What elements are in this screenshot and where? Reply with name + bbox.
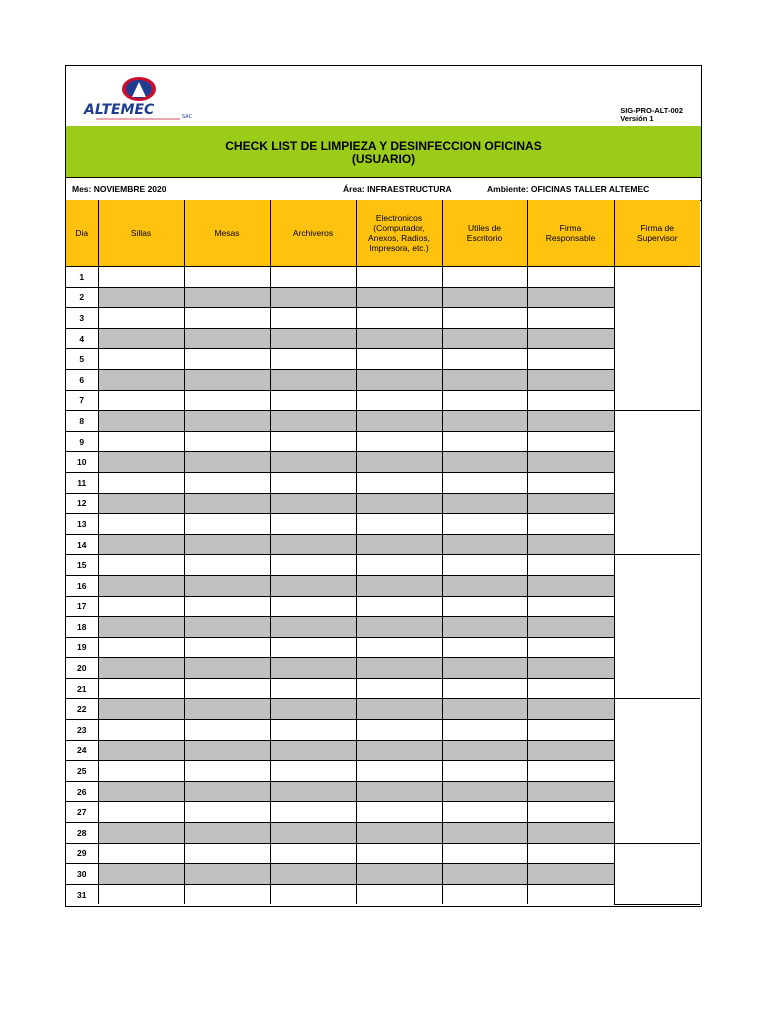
- cell-electronicos[interactable]: [356, 267, 442, 288]
- cell-electronicos[interactable]: [356, 287, 442, 308]
- column-header-sillas: Sillas: [98, 200, 184, 267]
- cell-sillas[interactable]: [98, 637, 184, 658]
- day-number: 1: [66, 267, 98, 288]
- cell-firma-responsable[interactable]: [527, 411, 614, 432]
- day-number: 17: [66, 596, 98, 617]
- month-field: Mes: NOVIEMBRE 2020: [72, 184, 167, 194]
- cell-electronicos[interactable]: [356, 596, 442, 617]
- cell-archiveros[interactable]: [270, 411, 356, 432]
- cell-electronicos[interactable]: [356, 328, 442, 349]
- cell-utiles-escritorio[interactable]: [442, 514, 527, 535]
- cell-sillas[interactable]: [98, 864, 184, 885]
- cell-firma-responsable[interactable]: [527, 555, 614, 576]
- cell-archiveros[interactable]: [270, 493, 356, 514]
- cell-mesas[interactable]: [184, 411, 270, 432]
- cell-mesas[interactable]: [184, 328, 270, 349]
- cell-mesas[interactable]: [184, 864, 270, 885]
- cell-archiveros[interactable]: [270, 472, 356, 493]
- cell-electronicos[interactable]: [356, 678, 442, 699]
- cell-electronicos[interactable]: [356, 658, 442, 679]
- info-bar: [66, 178, 701, 201]
- cell-sillas[interactable]: [98, 823, 184, 844]
- cell-electronicos[interactable]: [356, 802, 442, 823]
- table-row: [66, 308, 700, 329]
- cell-archiveros[interactable]: [270, 287, 356, 308]
- column-header-utiles-escritorio: Utiles de Escritorio: [442, 200, 527, 267]
- cell-utiles-escritorio[interactable]: [442, 596, 527, 617]
- cell-archiveros[interactable]: [270, 328, 356, 349]
- column-header-electronicos: Electronicos (Computador, Anexos, Radios, Impresora, etc.): [356, 200, 442, 267]
- cell-firma-responsable[interactable]: [527, 740, 614, 761]
- cell-archiveros[interactable]: [270, 781, 356, 802]
- table-row: [66, 267, 700, 288]
- cell-sillas[interactable]: [98, 802, 184, 823]
- title-line1: CHECK LIST DE LIMPIEZA Y DESINFECCION OFICINAS: [225, 139, 542, 153]
- cell-mesas[interactable]: [184, 534, 270, 555]
- cell-mesas[interactable]: [184, 637, 270, 658]
- cell-utiles-escritorio[interactable]: [442, 761, 527, 782]
- cell-sillas[interactable]: [98, 328, 184, 349]
- cell-utiles-escritorio[interactable]: [442, 452, 527, 473]
- cell-sillas[interactable]: [98, 596, 184, 617]
- cell-electronicos[interactable]: [356, 472, 442, 493]
- cell-mesas[interactable]: [184, 308, 270, 329]
- day-number: 25: [66, 761, 98, 782]
- cell-mesas[interactable]: [184, 658, 270, 679]
- column-header-mesas: Mesas: [184, 200, 270, 267]
- day-number: 4: [66, 328, 98, 349]
- cell-electronicos[interactable]: [356, 493, 442, 514]
- cell-utiles-escritorio[interactable]: [442, 493, 527, 514]
- cell-sillas[interactable]: [98, 452, 184, 473]
- cell-utiles-escritorio[interactable]: [442, 575, 527, 596]
- day-number: 23: [66, 720, 98, 741]
- cell-utiles-escritorio[interactable]: [442, 472, 527, 493]
- cell-electronicos[interactable]: [356, 369, 442, 390]
- cell-archiveros[interactable]: [270, 534, 356, 555]
- cell-utiles-escritorio[interactable]: [442, 390, 527, 411]
- cell-utiles-escritorio[interactable]: [442, 884, 527, 904]
- cell-mesas[interactable]: [184, 472, 270, 493]
- cell-firma-responsable[interactable]: [527, 823, 614, 844]
- cell-firma-responsable[interactable]: [527, 864, 614, 885]
- cell-electronicos[interactable]: [356, 349, 442, 370]
- cell-archiveros[interactable]: [270, 720, 356, 741]
- cell-mesas[interactable]: [184, 802, 270, 823]
- cell-utiles-escritorio[interactable]: [442, 781, 527, 802]
- cell-utiles-escritorio[interactable]: [442, 699, 527, 720]
- cell-electronicos[interactable]: [356, 431, 442, 452]
- cell-utiles-escritorio[interactable]: [442, 287, 527, 308]
- cell-electronicos[interactable]: [356, 514, 442, 535]
- cell-firma-responsable[interactable]: [527, 781, 614, 802]
- cell-mesas[interactable]: [184, 349, 270, 370]
- cell-archiveros[interactable]: [270, 369, 356, 390]
- cell-firma-responsable[interactable]: [527, 575, 614, 596]
- cell-archiveros[interactable]: [270, 267, 356, 288]
- cell-utiles-escritorio[interactable]: [442, 720, 527, 741]
- cell-electronicos[interactable]: [356, 699, 442, 720]
- cell-mesas[interactable]: [184, 514, 270, 535]
- column-header-archiveros: Archiveros: [270, 200, 356, 267]
- day-number: 11: [66, 472, 98, 493]
- table-row: [66, 472, 700, 493]
- cell-firma-responsable[interactable]: [527, 596, 614, 617]
- table-row: [66, 596, 700, 617]
- cell-utiles-escritorio[interactable]: [442, 267, 527, 288]
- cell-firma-responsable[interactable]: [527, 761, 614, 782]
- cell-electronicos[interactable]: [356, 761, 442, 782]
- checklist-sheet: [65, 65, 702, 907]
- day-number: 6: [66, 369, 98, 390]
- cell-mesas[interactable]: [184, 740, 270, 761]
- column-header-firma-responsable: Firma Responsable: [527, 200, 614, 267]
- supervisor-signature-cell[interactable]: [614, 699, 700, 843]
- cell-mesas[interactable]: [184, 493, 270, 514]
- cell-utiles-escritorio[interactable]: [442, 637, 527, 658]
- cell-mesas[interactable]: [184, 555, 270, 576]
- day-number: 21: [66, 678, 98, 699]
- cell-archiveros[interactable]: [270, 555, 356, 576]
- cell-electronicos[interactable]: [356, 884, 442, 904]
- cell-sillas[interactable]: [98, 349, 184, 370]
- cell-electronicos[interactable]: [356, 864, 442, 885]
- day-number: 2: [66, 287, 98, 308]
- cell-firma-responsable[interactable]: [527, 678, 614, 699]
- table-row: [66, 637, 700, 658]
- table-row: [66, 658, 700, 679]
- cell-utiles-escritorio[interactable]: [442, 843, 527, 864]
- cell-archiveros[interactable]: [270, 514, 356, 535]
- cell-archiveros[interactable]: [270, 637, 356, 658]
- table-row: [66, 431, 700, 452]
- environment-field: Ambiente: OFICINAS TALLER ALTEMEC: [487, 184, 650, 194]
- cell-sillas[interactable]: [98, 390, 184, 411]
- table-row: [66, 328, 700, 349]
- cell-archiveros[interactable]: [270, 699, 356, 720]
- cell-archiveros[interactable]: [270, 802, 356, 823]
- cell-sillas[interactable]: [98, 287, 184, 308]
- cell-archiveros[interactable]: [270, 864, 356, 885]
- cell-mesas[interactable]: [184, 761, 270, 782]
- table-row: [66, 781, 700, 802]
- cell-sillas[interactable]: [98, 411, 184, 432]
- cell-archiveros[interactable]: [270, 740, 356, 761]
- cell-utiles-escritorio[interactable]: [442, 823, 527, 844]
- cell-electronicos[interactable]: [356, 575, 442, 596]
- cell-utiles-escritorio[interactable]: [442, 555, 527, 576]
- checklist-table: [66, 200, 700, 905]
- table-row: [66, 678, 700, 699]
- table-row: [66, 411, 700, 432]
- table-row: [66, 720, 700, 741]
- day-number: 3: [66, 308, 98, 329]
- cell-archiveros[interactable]: [270, 658, 356, 679]
- table-header-row: [66, 200, 700, 267]
- day-number: 9: [66, 431, 98, 452]
- table-row: [66, 617, 700, 638]
- table-row: [66, 740, 700, 761]
- cell-electronicos[interactable]: [356, 823, 442, 844]
- supervisor-signature-cell[interactable]: [614, 555, 700, 699]
- day-number: 16: [66, 575, 98, 596]
- cell-utiles-escritorio[interactable]: [442, 534, 527, 555]
- table-row: [66, 534, 700, 555]
- table-row: [66, 349, 700, 370]
- cell-archiveros[interactable]: [270, 349, 356, 370]
- area-field: Área: INFRAESTRUCTURA: [343, 184, 452, 194]
- altemec-logo: [82, 72, 202, 122]
- day-number: 18: [66, 617, 98, 638]
- day-number: 29: [66, 843, 98, 864]
- cell-sillas[interactable]: [98, 472, 184, 493]
- cell-electronicos[interactable]: [356, 740, 442, 761]
- cell-utiles-escritorio[interactable]: [442, 411, 527, 432]
- cell-electronicos[interactable]: [356, 534, 442, 555]
- table-row: [66, 493, 700, 514]
- cell-firma-responsable[interactable]: [527, 369, 614, 390]
- table-row: [66, 699, 700, 720]
- cell-firma-responsable[interactable]: [527, 308, 614, 329]
- cell-firma-responsable[interactable]: [527, 514, 614, 535]
- cell-utiles-escritorio[interactable]: [442, 328, 527, 349]
- cell-utiles-escritorio[interactable]: [442, 369, 527, 390]
- cell-electronicos[interactable]: [356, 720, 442, 741]
- cell-utiles-escritorio[interactable]: [442, 349, 527, 370]
- cell-mesas[interactable]: [184, 699, 270, 720]
- table-row: [66, 555, 700, 576]
- cell-firma-responsable[interactable]: [527, 267, 614, 288]
- day-number: 20: [66, 658, 98, 679]
- cell-mesas[interactable]: [184, 267, 270, 288]
- cell-firma-responsable[interactable]: [527, 390, 614, 411]
- cell-sillas[interactable]: [98, 267, 184, 288]
- cell-mesas[interactable]: [184, 617, 270, 638]
- cell-firma-responsable[interactable]: [527, 884, 614, 904]
- cell-sillas[interactable]: [98, 555, 184, 576]
- cell-firma-responsable[interactable]: [527, 802, 614, 823]
- table-row: [66, 514, 700, 535]
- cell-electronicos[interactable]: [356, 555, 442, 576]
- day-number: 19: [66, 637, 98, 658]
- cell-mesas[interactable]: [184, 781, 270, 802]
- svg-text:SAC: SAC: [182, 114, 193, 120]
- table-row: [66, 864, 700, 885]
- cell-sillas[interactable]: [98, 781, 184, 802]
- table-row: [66, 575, 700, 596]
- cell-sillas[interactable]: [98, 720, 184, 741]
- cell-archiveros[interactable]: [270, 390, 356, 411]
- cell-firma-responsable[interactable]: [527, 287, 614, 308]
- cell-archiveros[interactable]: [270, 431, 356, 452]
- cell-sillas[interactable]: [98, 431, 184, 452]
- day-number: 27: [66, 802, 98, 823]
- cell-utiles-escritorio[interactable]: [442, 864, 527, 885]
- supervisor-signature-cell[interactable]: [614, 843, 700, 904]
- cell-archiveros[interactable]: [270, 678, 356, 699]
- cell-archiveros[interactable]: [270, 452, 356, 473]
- cell-firma-responsable[interactable]: [527, 617, 614, 638]
- cell-firma-responsable[interactable]: [527, 493, 614, 514]
- cell-electronicos[interactable]: [356, 452, 442, 473]
- column-header-dia: Dia: [66, 200, 98, 267]
- cell-mesas[interactable]: [184, 369, 270, 390]
- day-number: 24: [66, 740, 98, 761]
- cell-archiveros[interactable]: [270, 596, 356, 617]
- cell-firma-responsable[interactable]: [527, 431, 614, 452]
- logo-wordmark: ALTEMEC: [84, 102, 155, 118]
- cell-archiveros[interactable]: [270, 575, 356, 596]
- day-number: 30: [66, 864, 98, 885]
- cell-archiveros[interactable]: [270, 761, 356, 782]
- cell-firma-responsable[interactable]: [527, 534, 614, 555]
- day-number: 12: [66, 493, 98, 514]
- cell-firma-responsable[interactable]: [527, 843, 614, 864]
- cell-sillas[interactable]: [98, 308, 184, 329]
- cell-utiles-escritorio[interactable]: [442, 740, 527, 761]
- cell-sillas[interactable]: [98, 678, 184, 699]
- cell-mesas[interactable]: [184, 843, 270, 864]
- cell-utiles-escritorio[interactable]: [442, 678, 527, 699]
- cell-sillas[interactable]: [98, 534, 184, 555]
- cell-firma-responsable[interactable]: [527, 349, 614, 370]
- doc-version: Versión 1: [620, 114, 654, 123]
- cell-sillas[interactable]: [98, 699, 184, 720]
- cell-sillas[interactable]: [98, 514, 184, 535]
- cell-electronicos[interactable]: [356, 781, 442, 802]
- cell-archiveros[interactable]: [270, 308, 356, 329]
- cell-electronicos[interactable]: [356, 617, 442, 638]
- cell-firma-responsable[interactable]: [527, 658, 614, 679]
- day-number: 15: [66, 555, 98, 576]
- cell-electronicos[interactable]: [356, 411, 442, 432]
- day-number: 26: [66, 781, 98, 802]
- cell-sillas[interactable]: [98, 575, 184, 596]
- cell-sillas[interactable]: [98, 884, 184, 904]
- cell-firma-responsable[interactable]: [527, 452, 614, 473]
- cell-sillas[interactable]: [98, 843, 184, 864]
- cell-mesas[interactable]: [184, 720, 270, 741]
- table-row: [66, 802, 700, 823]
- cell-sillas[interactable]: [98, 493, 184, 514]
- day-number: 13: [66, 514, 98, 535]
- cell-mesas[interactable]: [184, 431, 270, 452]
- day-number: 10: [66, 452, 98, 473]
- cell-utiles-escritorio[interactable]: [442, 802, 527, 823]
- cell-sillas[interactable]: [98, 658, 184, 679]
- title-bar: [66, 126, 701, 178]
- column-header-firma-supervisor: Firma de Supervisor: [614, 200, 700, 267]
- cell-sillas[interactable]: [98, 740, 184, 761]
- title-line2: (USUARIO): [351, 152, 416, 166]
- table-row: [66, 369, 700, 390]
- cell-firma-responsable[interactable]: [527, 637, 614, 658]
- cell-mesas[interactable]: [184, 575, 270, 596]
- day-number: 7: [66, 390, 98, 411]
- table-row: [66, 884, 700, 904]
- cell-utiles-escritorio[interactable]: [442, 617, 527, 638]
- cell-sillas[interactable]: [98, 369, 184, 390]
- cell-electronicos[interactable]: [356, 308, 442, 329]
- cell-mesas[interactable]: [184, 678, 270, 699]
- table-row: [66, 452, 700, 473]
- document-code: [620, 107, 683, 123]
- cell-firma-responsable[interactable]: [527, 328, 614, 349]
- cell-mesas[interactable]: [184, 596, 270, 617]
- cell-archiveros[interactable]: [270, 843, 356, 864]
- cell-firma-responsable[interactable]: [527, 720, 614, 741]
- cell-archiveros[interactable]: [270, 823, 356, 844]
- cell-sillas[interactable]: [98, 761, 184, 782]
- table-row: [66, 761, 700, 782]
- cell-mesas[interactable]: [184, 390, 270, 411]
- cell-electronicos[interactable]: [356, 637, 442, 658]
- cell-firma-responsable[interactable]: [527, 699, 614, 720]
- cell-archiveros[interactable]: [270, 884, 356, 904]
- day-number: 5: [66, 349, 98, 370]
- cell-mesas[interactable]: [184, 452, 270, 473]
- table-row: [66, 823, 700, 844]
- cell-mesas[interactable]: [184, 823, 270, 844]
- cell-mesas[interactable]: [184, 884, 270, 904]
- cell-electronicos[interactable]: [356, 843, 442, 864]
- cell-utiles-escritorio[interactable]: [442, 431, 527, 452]
- table-row: [66, 390, 700, 411]
- document-header: [66, 66, 701, 127]
- day-number: 8: [66, 411, 98, 432]
- cell-mesas[interactable]: [184, 287, 270, 308]
- cell-utiles-escritorio[interactable]: [442, 658, 527, 679]
- day-number: 22: [66, 699, 98, 720]
- supervisor-signature-cell[interactable]: [614, 411, 700, 555]
- supervisor-signature-cell[interactable]: [614, 267, 700, 411]
- cell-firma-responsable[interactable]: [527, 472, 614, 493]
- cell-sillas[interactable]: [98, 617, 184, 638]
- cell-utiles-escritorio[interactable]: [442, 308, 527, 329]
- table-row: [66, 287, 700, 308]
- doc-code: SIG-PRO-ALT-002: [620, 106, 683, 115]
- day-number: 28: [66, 823, 98, 844]
- cell-archiveros[interactable]: [270, 617, 356, 638]
- cell-electronicos[interactable]: [356, 390, 442, 411]
- table-row: [66, 843, 700, 864]
- day-number: 31: [66, 884, 98, 904]
- day-number: 14: [66, 534, 98, 555]
